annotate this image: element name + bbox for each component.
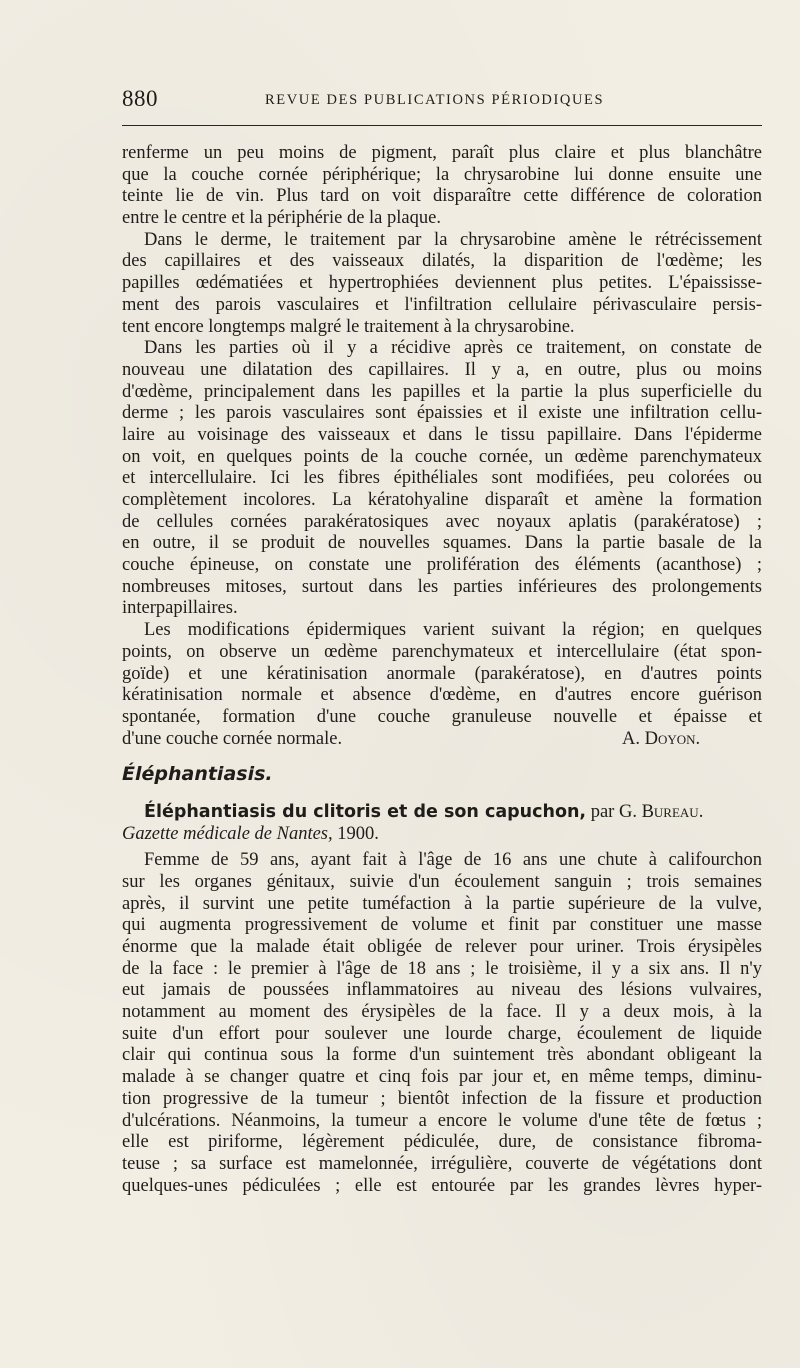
paragraph-2 bbox=[122, 230, 762, 338]
text-line: en outre, il se produit de nouvelles squames. Dans la partie basale de la bbox=[122, 533, 762, 554]
running-head: REVUE DES PUBLICATIONS PÉRIODIQUES bbox=[265, 92, 605, 108]
text-line: eut jamais de poussées inflammatoires au niveau des lésions vulvaires, bbox=[122, 980, 762, 1001]
body-text bbox=[122, 143, 762, 1197]
text-line: couche épineuse, on constate une prolifération des éléments (acanthose) ; bbox=[122, 555, 762, 576]
source-journal: Gazette médicale de Nantes, bbox=[122, 824, 333, 845]
text-line: d'œdème, principalement dans les papilles et la partie la plus superficielle du bbox=[122, 381, 762, 402]
article-title-line bbox=[122, 793, 762, 824]
text-line: malade à se changer quatre et cinq fois par jour et, en même temps, diminu- bbox=[122, 1067, 762, 1088]
text-line: et intercellulaire. Ici les fibres épithéliales sont modifiées, peu colorées ou bbox=[122, 468, 762, 489]
header-rule bbox=[122, 125, 762, 126]
text-line: complètement incolores. La kératohyaline disparaît et amène la formation bbox=[122, 490, 762, 510]
text-line: Les modifications épidermiques varient suivant la région; en quelques bbox=[144, 620, 762, 641]
text-line: après, il survint une petite tuméfaction à la partie supérieure de la vulve, bbox=[122, 893, 762, 914]
paragraph-3 bbox=[122, 338, 762, 620]
text-line: nouveau une dilatation des capillaires. Il y a, en outre, plus ou moins bbox=[122, 359, 762, 380]
text-line: goïde) et une kératinisation anormale (parakératose), en d'autres points bbox=[122, 663, 762, 684]
text-line: elle est piriforme, légèrement pédiculée, dure, de consistance fibroma- bbox=[122, 1132, 762, 1153]
text-line: d'une couche cornée normale. bbox=[122, 728, 343, 749]
text-line: qui augmenta progressivement de volume et finit par constituer une masse bbox=[122, 915, 762, 936]
text-line: laire au voisinage des vaisseaux et dans le tissu papillaire. Dans l'épiderme bbox=[122, 424, 762, 445]
text-line: d'ulcérations. Néanmoins, la tumeur a encore le volume d'une tête de fœtus ; bbox=[122, 1110, 762, 1131]
paragraph-1 bbox=[122, 143, 762, 230]
text-line: quelques-unes pédiculées ; elle est entourée par les grandes lèvres hyper- bbox=[122, 1175, 762, 1196]
text-line: kératinisation normale et absence d'œdème, en d'autres encore guérison bbox=[122, 685, 762, 706]
text-line: interpapillaires. bbox=[122, 598, 238, 619]
paragraph-5 bbox=[122, 850, 762, 1197]
text-line: Dans les parties où il y a récidive après ce traitement, on constate de bbox=[144, 338, 762, 359]
text-line: papilles œdématiées et hypertrophiées deviennent plus petites. L'épaississe- bbox=[122, 273, 762, 294]
text-line: teuse ; sa surface est mamelonnée, irrégulière, couverte de végétations dont bbox=[122, 1153, 762, 1174]
article-by: par bbox=[590, 802, 615, 823]
text-line: énorme que la malade était obligée de relever pour uriner. Trois érysipèles bbox=[122, 937, 762, 957]
signature-line bbox=[122, 729, 762, 751]
text-line: notamment au moment des érysipèles de la face. Il y a deux mois, à la bbox=[122, 1002, 762, 1023]
text-line: tion progressive de la tumeur ; bientôt infection de la fissure et production bbox=[122, 1088, 762, 1109]
text-line: Femme de 59 ans, ayant fait à l'âge de 16 ans une chute à califourchon bbox=[144, 850, 762, 871]
text-line: clair qui continua sous la forme d'un suintement très abondant obligeant la bbox=[122, 1045, 762, 1066]
text-line: tent encore longtemps malgré le traitement à la chrysarobine. bbox=[122, 316, 575, 337]
text-line: sur les organes génitaux, suivie d'un écoulement sanguin ; trois semaines bbox=[122, 871, 762, 892]
page-number: 880 bbox=[122, 86, 158, 111]
text-line: de la face : le premier à l'âge de 18 ans ; le troisième, il y a six ans. Il n'y bbox=[122, 958, 762, 979]
text-line: que la couche cornée périphérique; la chrysarobine lui donne ensuite une bbox=[122, 164, 762, 185]
text-line: Dans le derme, le traitement par la chrysarobine amène le rétrécissement bbox=[144, 229, 762, 250]
text-line: renferme un peu moins de pigment, paraît plus claire et plus blanchâtre bbox=[122, 143, 762, 163]
text-line: derme ; les parois vasculaires sont épaissies et il existe une infiltration cellu- bbox=[122, 403, 762, 424]
text-line: entre le centre et la périphérie de la plaque. bbox=[122, 208, 441, 229]
section-heading: Éléphantiasis. bbox=[122, 763, 273, 786]
text-line: points, on observe un œdème parenchymateux et intercellulaire (état spon- bbox=[122, 641, 762, 662]
text-line: de cellules cornées parakératosiques avec noyaux aplatis (parakératose) ; bbox=[122, 511, 762, 532]
source-year: 1900. bbox=[337, 824, 379, 845]
article-author: G. Bureau. bbox=[618, 802, 704, 823]
text-line: on voit, en quelques points de la couche cornée, un œdème parenchymateux bbox=[122, 446, 762, 467]
text-line: des capillaires et des vaisseaux dilatés, la disparition de l'œdème; les bbox=[122, 251, 762, 272]
text-line: suite d'un effort pour soulever une lourde charge, écoulement de liquide bbox=[122, 1023, 762, 1044]
text-line: spontanée, formation d'une couche granuleuse nouvelle et épaisse et bbox=[122, 706, 762, 727]
paragraph-4 bbox=[122, 620, 762, 750]
article-source bbox=[122, 824, 762, 846]
article-title: Éléphantiasis du clitoris et de son capuchon, bbox=[144, 802, 587, 823]
text-line: teinte lie de vin. Plus tard on voit disparaître cette différence de coloration bbox=[122, 186, 762, 207]
text-line: nombreuses mitoses, surtout dans les parties inférieures des prolongements bbox=[122, 576, 762, 597]
review-author: A. Doyon. bbox=[622, 728, 701, 749]
page-header bbox=[122, 86, 762, 114]
text-line: ment des parois vasculaires et l'infiltration cellulaire périvasculaire persis- bbox=[122, 294, 762, 315]
